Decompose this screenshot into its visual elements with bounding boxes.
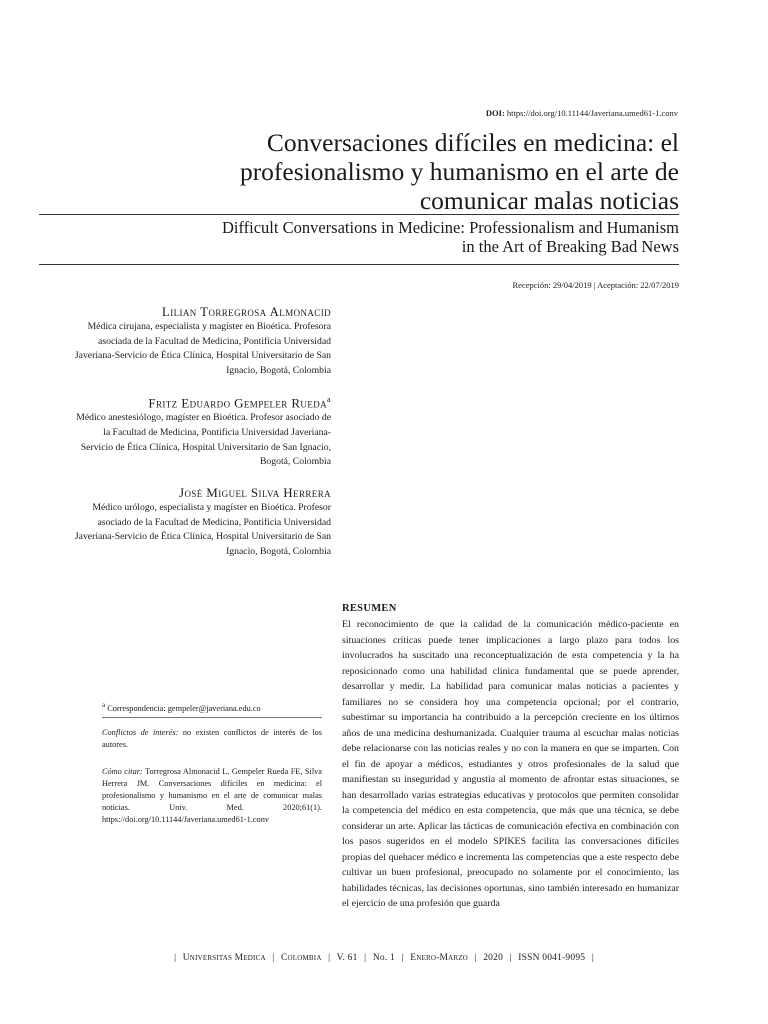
footer-separator: | <box>174 953 177 963</box>
correspondence-note <box>102 701 261 713</box>
footer-year: 2020 <box>483 953 504 963</box>
title-spanish <box>120 128 679 215</box>
doi-line <box>486 108 678 118</box>
author-name: Fritz Eduardo Gempeler Rueda$^a$ <box>148 395 331 411</box>
footer-volume: V. 61 <box>336 953 358 963</box>
author-affiliation: Médica cirujana, especialista y magíster en Bioética. Profesora asociada de la Facultad de Medicina, Pontificia Universidad Javeriana-Servicio de Ética Clínica, Hospital Universitario de San Ignacio, Bogotá, Colombia <box>74 321 331 376</box>
page-footer <box>0 953 768 963</box>
abstract-text: El reconocimiento de que la calidad de la comunicación médico-paciente en situaciones críticas puede tener implicaciones a largo plazo para todos los involucrados ha suscitado una reconceptualización de esta competencia y la ha reposicionado como una habilidad clínica fundamental que se puede aprender, desarrollar y medir. La habilidad para comunicar malas noticias a pacientes y familiares no se considera hoy una competencia opcional; por el contrario, subestimar su importancia ha contribuido a la percepción creciente en los últimos años de una medicina deshumanizada. Cualquier trauma al escuchar malas noticias debe relacionarse con las noticias reales y no con la manera en que se imparten. Con el fin de apoyar a médicos, estudiantes y otros profesionales de la salud que manifiestan su inseguridad y angustia al momento de afrontar estas situaciones, se han desarrollado varias estrategias educativas y protocolos que permiten consolidar la competencia del médico en esta competencia, que más que una técnica, se debe considerar un arte. Aplicar las tácticas de comunicación efectiva en combinación con los pasos sugeridos en el modelo SPIKES facilita las conversaciones difíciles propias del quehacer médico e incrementa las competencias que a este respecto debe cultivar un buen profesional, preocupado no solamente por el conocimiento, las habilidades técnicas, las decisiones oportunas, sino también interesado en humanizar el ejercicio de una profesión que guarda <box>342 619 679 909</box>
footer-number: No. 1 <box>372 953 395 963</box>
author-superscript: a <box>327 395 331 404</box>
footer-issn: ISSN 0041-9095 <box>518 953 586 963</box>
cite-text: Torregrosa Almonacid L, Gempeler Rueda FE, Silva Herrera JM. Conversaciones difíciles en medicina: el profesionalismo y humanismo en el arte de comunicar malas noticias. Univ. Med. 2020;61(1). https://doi.org/10.11144/Javeriana.umed61-1.conv <box>102 767 322 825</box>
how-to-cite-note <box>102 766 322 826</box>
author-affiliation: Médico anestesiólogo, magíster en Bioética. Profesor asociado de la Facultad de Medicina, Pontificia Universidad Javeriana-Servicio de Ética Clínica, Hospital Universitario de San Ignacio, Bogotá, Colombia <box>76 412 331 468</box>
footer-separator: | <box>474 953 477 963</box>
doi-label: DOI: <box>485 108 505 118</box>
footer-separator: | <box>364 953 367 963</box>
author-affiliation: Médico urólogo, especialista y magíster en Bioética. Profesor asociado de la Facultad de Medicina, Pontificia Universidad Javeriana-Servicio de Ética Clínica, Hospital Universitario de San Ignacio, Bogotá, Colombia <box>74 502 331 557</box>
title-en-line-1: Difficult Conversations in Medicine: Professionalism and Humanism <box>221 218 679 237</box>
title-es-line-3: comunicar malas noticias <box>419 186 679 215</box>
title-divider-bottom <box>39 264 679 265</box>
doi-link[interactable]: https://doi.org/10.11144/Javeriana.umed61-1.conv <box>506 108 678 118</box>
author-name: Lilian Torregrosa Almonacid <box>161 304 331 319</box>
author-block <box>31 484 331 559</box>
author-block <box>31 303 331 378</box>
conflict-of-interest-note <box>102 727 322 751</box>
author-name: José Miguel Silva Herrera <box>179 485 331 500</box>
author-block <box>31 391 331 470</box>
notes-divider <box>102 717 322 718</box>
cite-label: Cómo citar: <box>102 767 143 776</box>
footer-separator: | <box>591 953 594 963</box>
conflict-label: Conflictos de interés: <box>102 728 179 737</box>
correspondence-superscript: a <box>102 701 106 709</box>
reception-dates: Recepción: 29/04/2019 | Aceptación: 22/07/2019 <box>512 280 679 290</box>
conflict-text: no existen conflictos de interés de los autores. <box>102 728 323 750</box>
title-en-line-2: in the Art of Breaking Bad News <box>461 237 679 256</box>
footer-separator: | <box>272 953 275 963</box>
footer-separator: | <box>401 953 404 963</box>
abstract-heading: RESUMEN <box>342 603 397 614</box>
title-es-line-2: profesionalismo y humanismo en el arte de <box>239 157 679 186</box>
footer-separator: | <box>328 953 331 963</box>
footer-period: Enero-Marzo <box>410 953 468 963</box>
footer-country: Colombia <box>280 953 322 963</box>
footer-journal: Universitas Medica <box>182 953 266 963</box>
correspondence-email[interactable]: Correspondencia: gempeler@javeriana.edu.co <box>107 703 261 713</box>
title-english <box>120 218 679 256</box>
footer-separator: | <box>509 953 512 963</box>
title-es-line-1: Conversaciones difíciles en medicina: el <box>266 128 679 157</box>
title-divider-top <box>39 214 679 215</box>
